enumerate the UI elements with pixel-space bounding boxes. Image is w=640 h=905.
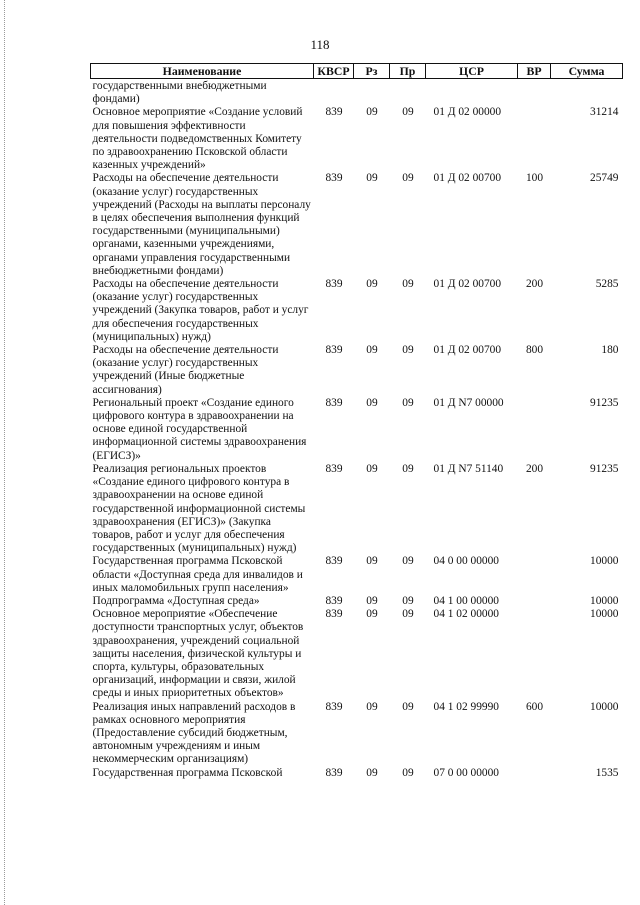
row-sum: 10000 — [590, 594, 619, 607]
row-vr — [518, 79, 551, 107]
header-rz: Рз — [354, 64, 390, 79]
table-row — [91, 397, 623, 463]
row-pr: 09 — [402, 700, 414, 713]
row-vr: 100 — [525, 172, 544, 185]
row-kvsr: 839 — [325, 106, 343, 119]
row-pr: 09 — [402, 462, 414, 475]
row-rz: 09 — [366, 555, 378, 568]
row-csr: 04 1 02 99990 — [433, 700, 499, 713]
row-rz: 09 — [366, 396, 378, 409]
row-sum: 25749 — [590, 172, 619, 185]
row-rz: 09 — [366, 172, 378, 185]
row-pr: 09 — [402, 344, 414, 357]
row-sum: 31214 — [590, 106, 619, 119]
row-csr: 01 Д N7 00000 — [433, 396, 504, 409]
row-name: Государственная программа Псковской — [92, 766, 283, 779]
table-row — [91, 701, 623, 767]
row-sum: 10000 — [590, 700, 619, 713]
page-number: 118 — [310, 37, 330, 52]
row-rz: 09 — [366, 594, 378, 607]
row-name: Подпрограмма «Доступная среда» — [92, 594, 260, 607]
row-vr — [518, 595, 551, 608]
row-sum: 180 — [601, 344, 619, 357]
row-csr: 07 0 00 00000 — [433, 766, 499, 779]
header-kvsr: КВСР — [314, 64, 354, 79]
row-kvsr: 839 — [325, 594, 343, 607]
row-csr: 04 1 00 00000 — [433, 594, 499, 607]
table-row — [91, 106, 623, 172]
table-row — [91, 463, 623, 555]
row-vr — [518, 106, 551, 172]
table-row — [91, 608, 623, 700]
row-name: Основное мероприятие «Обеспечение доступности транспортных услуг, объектов здравоохранения, учреждений социальной защиты населения, физической культуры и спорта, культуры, образовательных организаций, информации и связи, жилой среды и иных приоритетных объектов» — [92, 608, 304, 700]
row-sum: 1535 — [595, 766, 619, 779]
row-rz: 09 — [366, 278, 378, 291]
table-row — [91, 595, 623, 608]
scan-edge-line — [4, 0, 5, 905]
row-sum: 91235 — [590, 462, 619, 475]
budget-table — [90, 63, 623, 780]
row-kvsr: 839 — [325, 555, 343, 568]
row-rz: 09 — [366, 608, 378, 621]
row-name: Региональный проект «Создание единого цифрового контура в здравоохранении на основе единой государственной информационной системы здравоохранения (ЕГИСЗ)» — [92, 396, 307, 462]
row-sum: 91235 — [590, 396, 619, 409]
row-kvsr — [314, 79, 354, 107]
row-pr: 09 — [402, 766, 414, 779]
row-sum — [551, 79, 623, 107]
row-pr: 09 — [402, 278, 414, 291]
row-name: Расходы на обеспечение деятельности (оказание услуг) государственных учреждений (Расходы на выплаты персоналу в целях обеспечения выполнения функций государственными (муниципальными) органами, казенными учреждениями, органами управления государственными внебюджетными фондами) — [92, 172, 311, 277]
row-vr: 200 — [525, 278, 544, 291]
row-rz: 09 — [366, 344, 378, 357]
row-name: Основное мероприятие «Создание условий для повышения эффективности деятельности подведомственных Комитету по здравоохранению Псковской области казенных учреждений» — [92, 106, 303, 172]
row-rz — [354, 79, 390, 107]
row-vr — [518, 608, 551, 700]
row-sum: 10000 — [590, 608, 619, 621]
row-rz: 09 — [366, 700, 378, 713]
row-name: Реализация иных направлений расходов в рамках основного мероприятия (Предоставление субсидий бюджетным, автономным учреждениям и иным некоммерческим организациям) — [92, 700, 296, 766]
row-pr: 09 — [402, 172, 414, 185]
row-kvsr: 839 — [325, 396, 343, 409]
row-vr — [518, 767, 551, 780]
row-csr: 01 Д 02 00700 — [433, 172, 502, 185]
row-name: государственными внебюджетными фондами) — [92, 80, 267, 106]
row-sum: 10000 — [590, 555, 619, 568]
table-header-row — [91, 64, 623, 79]
table-row — [91, 555, 623, 595]
row-rz: 09 — [366, 106, 378, 119]
row-pr: 09 — [402, 106, 414, 119]
row-kvsr: 839 — [325, 344, 343, 357]
row-csr: 01 Д N7 51140 — [433, 462, 504, 475]
row-kvsr: 839 — [325, 462, 343, 475]
row-kvsr: 839 — [325, 608, 343, 621]
row-vr: 800 — [525, 344, 544, 357]
table-row — [91, 767, 623, 780]
row-name: Расходы на обеспечение деятельности (оказание услуг) государственных учреждений (Иные бюджетные ассигнования) — [92, 344, 279, 396]
row-name: Государственная программа Псковской области «Доступная среда для инвалидов и иных маломобильных групп населения» — [92, 555, 303, 594]
header-csr: ЦСР — [426, 64, 518, 79]
row-name: Реализация региональных проектов «Создание единого цифрового контура в здравоохранении на основе единой государственной информационной системы здравоохранения (ЕГИСЗ)» (Закупка товаров, работ и услуг для обеспечения государственных (муниципальных) нужд) — [92, 462, 306, 555]
row-csr: 04 1 02 00000 — [433, 608, 499, 621]
row-rz: 09 — [366, 766, 378, 779]
row-kvsr: 839 — [325, 172, 343, 185]
row-csr: 01 Д 02 00700 — [433, 344, 502, 357]
table-row — [91, 172, 623, 278]
header-sum: Сумма — [551, 64, 623, 79]
row-vr — [518, 555, 551, 595]
header-vr: ВР — [518, 64, 551, 79]
row-pr — [390, 79, 426, 107]
row-pr: 09 — [402, 396, 414, 409]
table-row — [91, 278, 623, 344]
row-name: Расходы на обеспечение деятельности (оказание услуг) государственных учреждений (Закупка товаров, работ и услуг для обеспечения государственных (муниципальных) нужд) — [92, 278, 309, 343]
row-csr: 04 0 00 00000 — [433, 555, 499, 568]
row-csr: 01 Д 02 00700 — [433, 278, 502, 291]
row-rz: 09 — [366, 462, 378, 475]
row-pr: 09 — [402, 555, 414, 568]
row-csr — [426, 79, 518, 107]
table-row — [91, 344, 623, 397]
header-pr: Пр — [390, 64, 426, 79]
row-kvsr: 839 — [325, 278, 343, 291]
row-sum: 5285 — [595, 278, 619, 291]
row-kvsr: 839 — [325, 700, 343, 713]
row-vr: 200 — [525, 462, 544, 475]
row-kvsr: 839 — [325, 766, 343, 779]
row-pr: 09 — [402, 594, 414, 607]
table-row — [91, 79, 623, 107]
header-name: Наименование — [91, 64, 314, 79]
row-pr: 09 — [402, 608, 414, 621]
row-csr: 01 Д 02 00000 — [433, 106, 502, 119]
row-vr — [518, 397, 551, 463]
row-vr: 600 — [525, 700, 544, 713]
